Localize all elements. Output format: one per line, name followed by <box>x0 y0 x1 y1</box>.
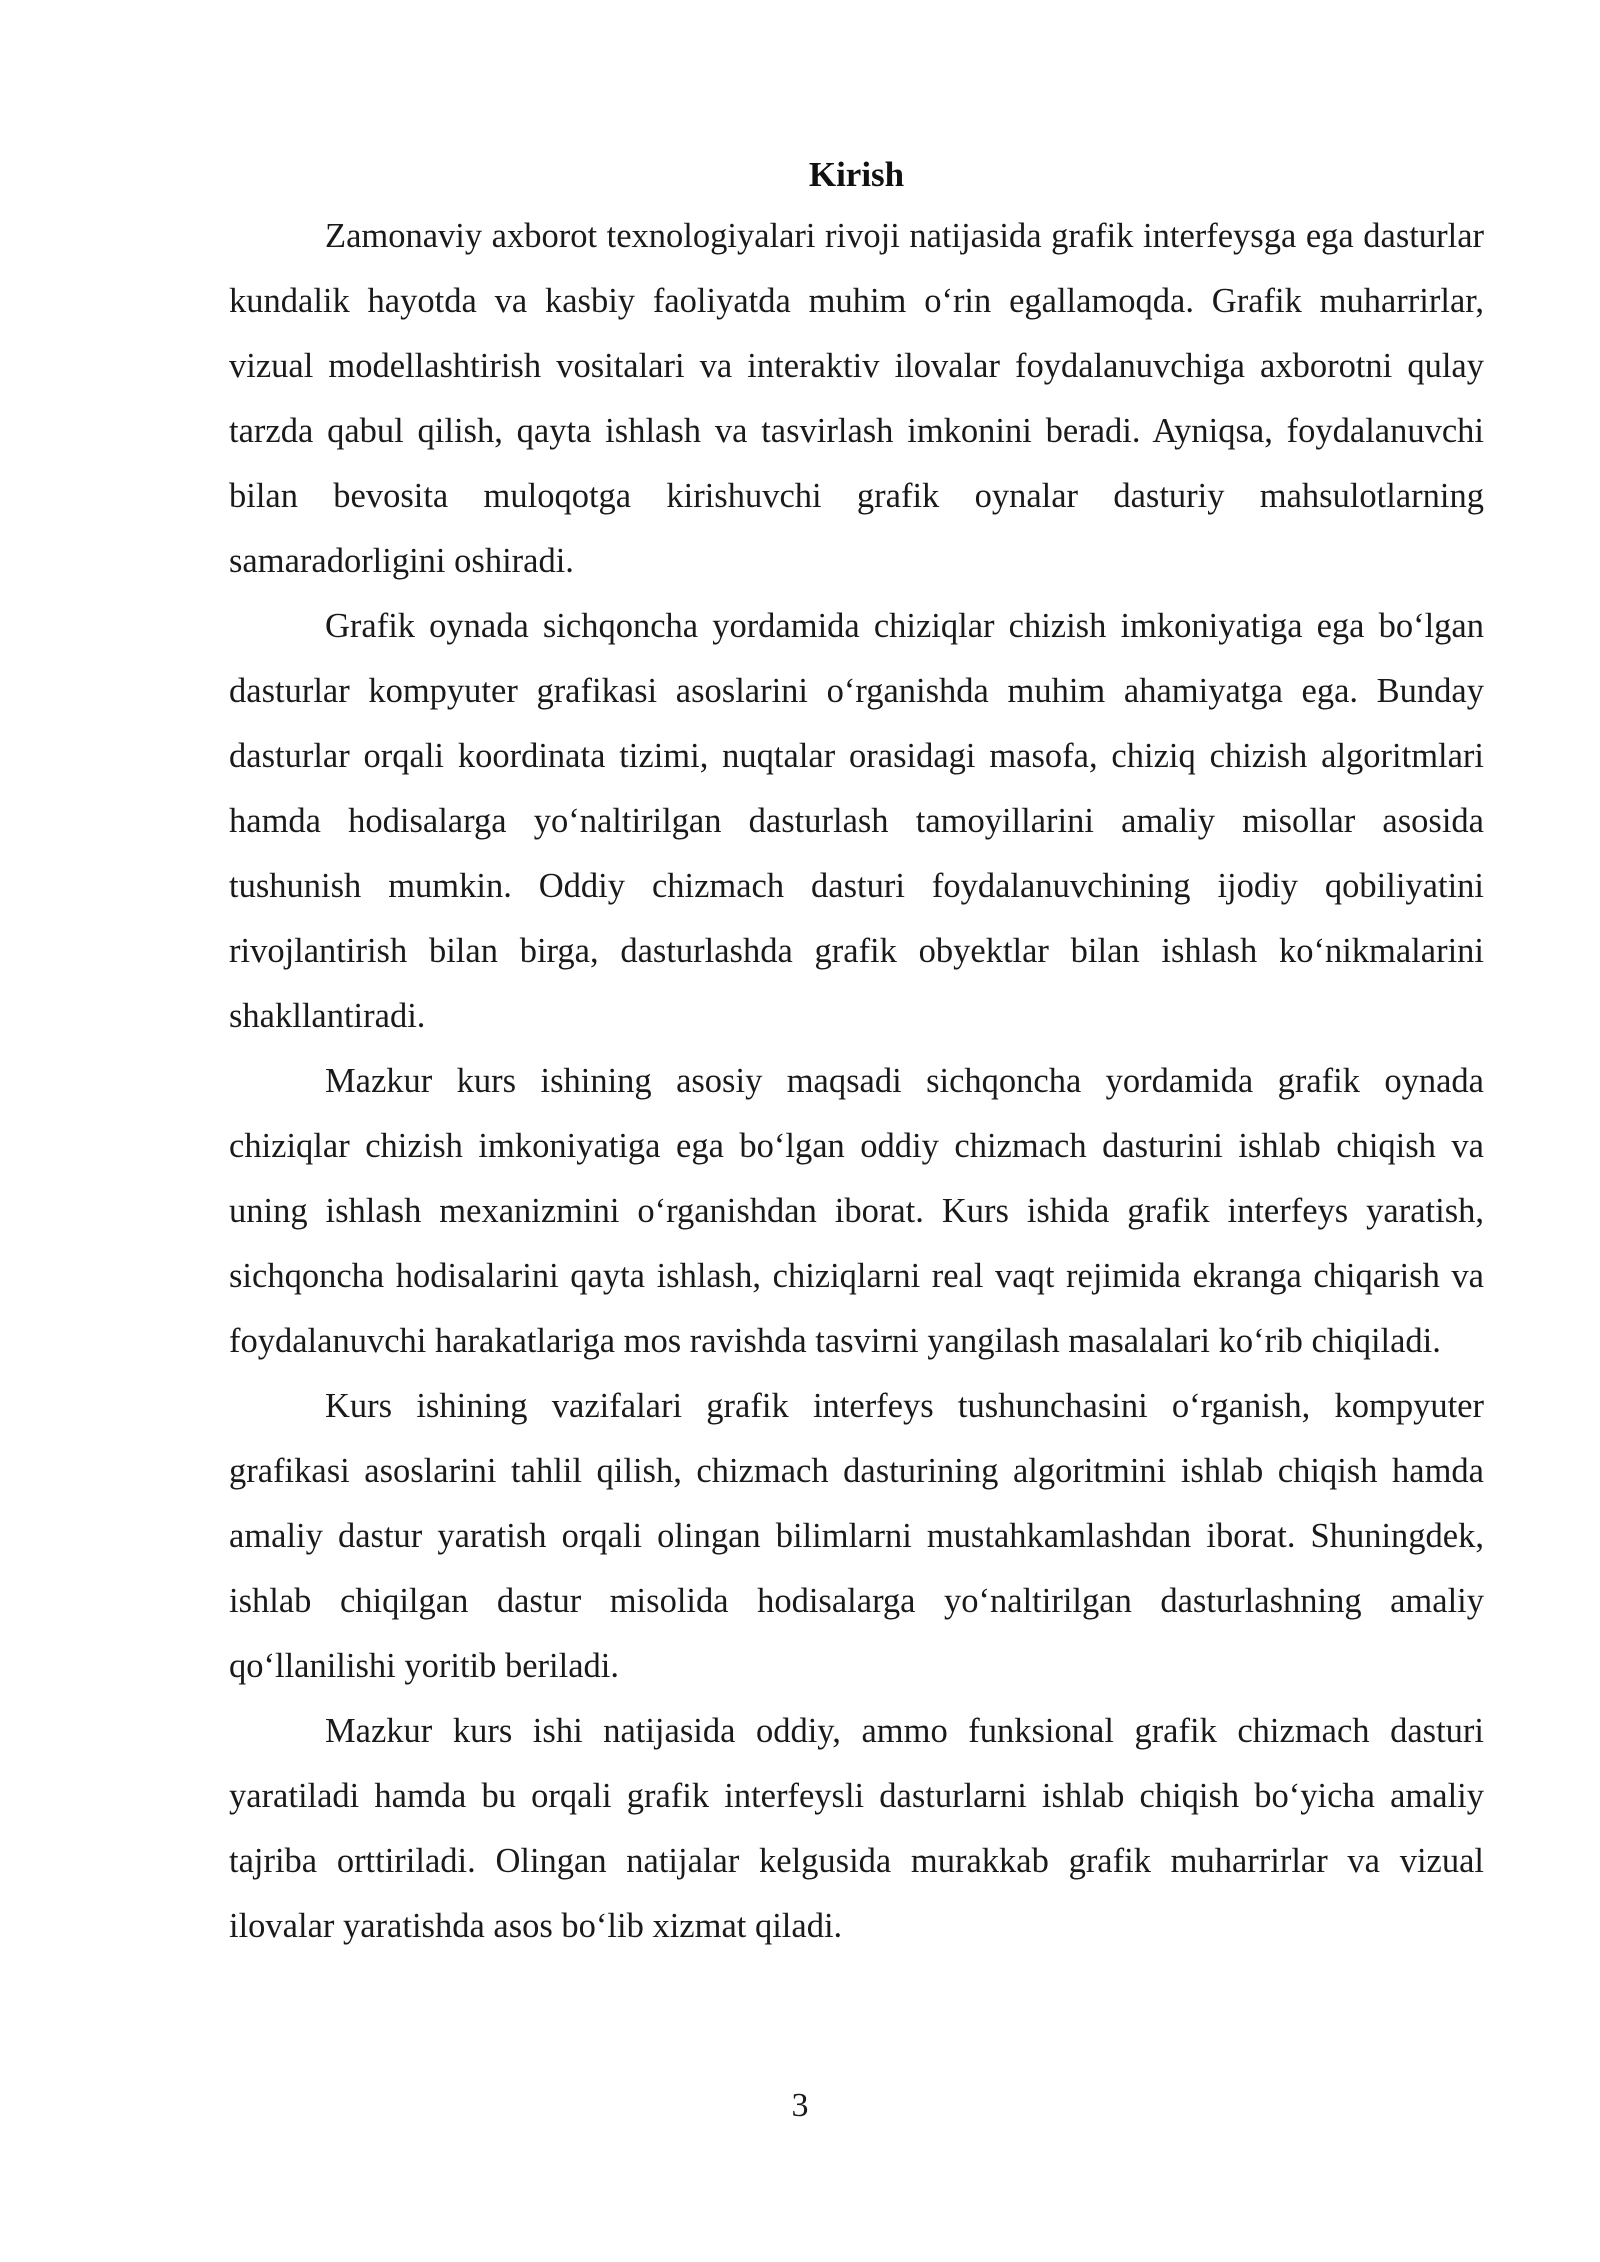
paragraph-1: Zamonaviy axborot texnologiyalari rivoji natijasida grafik interfeysga ega dasturlar kundalik hayotda va kasbiy faoliyatda muhim o‘rin egallamoqda. Grafik muharrirlar, vizual modellashtirish vositalari va interaktiv ilovalar foydalanuvchiga axborotni qulay tarzda qabul qilish, qayta ishlash va tasvirlash imkonini beradi. Ayniqsa, foydalanuvchi bilan bevosita muloqotga kirishuvchi grafik oynalar dasturiy mahsulotlarning samaradorligini oshiradi. <box>229 217 1484 580</box>
page-number: 3 <box>791 2087 809 2124</box>
paragraph-4: Kurs ishining vazifalari grafik interfeys tushunchasini o‘rganish, kompyuter grafikasi asoslarini tahlil qilish, chizmach dasturining algoritmini ishlab chiqish hamda amaliy dastur yaratish orqali olingan bilimlarni mustahkamlashdan iborat. Shuningdek, ishlab chiqilgan dastur misolida hodisalarga yo‘naltirilgan dasturlashning amaliy qo‘llanilishi yoritib beriladi. <box>229 1387 1484 1685</box>
paragraph-5: Mazkur kurs ishi natijasida oddiy, ammo funksional grafik chizmach dasturi yaratiladi hamda bu orqali grafik interfeysli dasturlarni ishlab chiqish bo‘yicha amaliy tajriba orttiriladi. Olingan natijalar kelgusida murakkab grafik muharrirlar va vizual ilovalar yaratishda asos bo‘lib xizmat qiladi. <box>229 1712 1484 1945</box>
paragraph-3: Mazkur kurs ishining asosiy maqsadi sichqoncha yordamida grafik oynada chiziqlar chizish imkoniyatiga ega bo‘lgan oddiy chizmach dasturini ishlab chiqish va uning ishlash mexanizmini o‘rganishdan iborat. Kurs ishida grafik interfeys yaratish, sichqoncha hodisalarini qayta ishlash, chiziqlarni real vaqt rejimida ekranga chiqarish va foydalanuvchi harakatlariga mos ravishda tasvirni yangilash masalalari ko‘rib chiqiladi. <box>229 1062 1484 1360</box>
page-content <box>229 146 1484 1959</box>
page-title: Kirish <box>808 155 905 194</box>
paragraph-2: Grafik oynada sichqoncha yordamida chiziqlar chizish imkoniyatiga ega bo‘lgan dasturlar kompyuter grafikasi asoslarini o‘rganishda muhim ahamiyatga ega. Bunday dasturlar orqali koordinata tizimi, nuqtalar orasidagi masofa, chiziq chizish algoritmlari hamda hodisalarga yo‘naltirilgan dasturlash tamoyillarini amaliy misollar asosida tushunish mumkin. Oddiy chizmach dasturi foydalanuvchining ijodiy qobiliyatini rivojlantirish bilan birga, dasturlashda grafik obyektlar bilan ishlash ko‘nikmalarini shakllantiradi. <box>229 607 1484 1035</box>
